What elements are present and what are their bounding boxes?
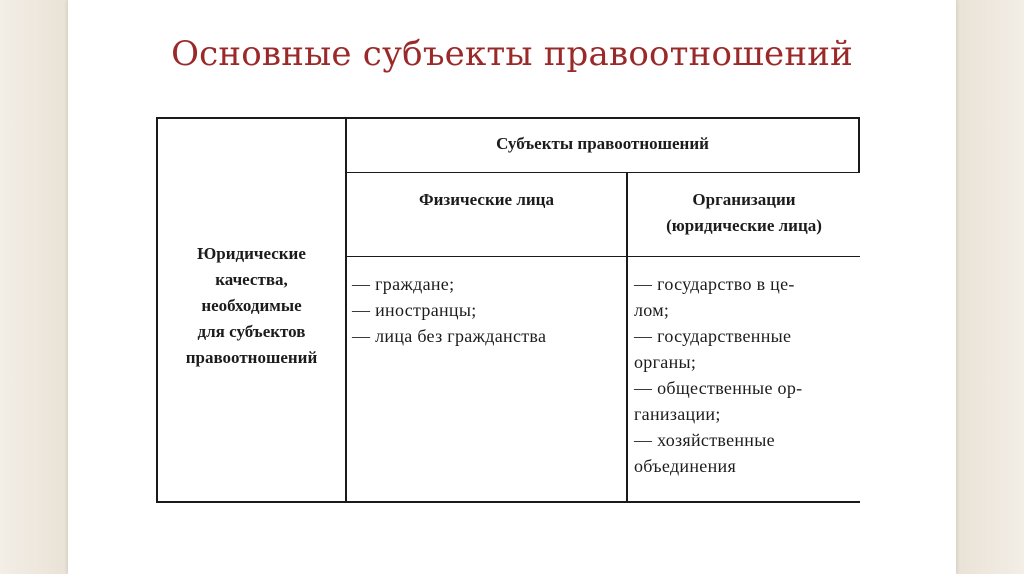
list-item: — общественные ор- [634, 378, 803, 398]
list-item: ганизации; [634, 404, 721, 424]
table-top-border [156, 117, 860, 119]
list-item: — государство в це- [634, 274, 795, 294]
table-divider-subheader [345, 256, 860, 257]
list-item: — хозяйственные [634, 430, 775, 450]
subjects-table [156, 117, 860, 503]
background-left [0, 0, 68, 574]
col-header-line: Организации [692, 190, 796, 209]
list-item: — лица без гражданства [352, 326, 547, 346]
col-header-organizations [628, 187, 860, 239]
row-header-line: качества, [215, 270, 288, 289]
list-item: объединения [634, 456, 737, 476]
slide-title: Основные субъекты правоотношений [171, 34, 853, 74]
row-header-line: Юридические [197, 244, 306, 263]
list-item: органы; [634, 352, 697, 372]
individuals-list [352, 271, 546, 349]
list-item: — государственные [634, 326, 792, 346]
list-item: — граждане; [352, 274, 455, 294]
top-header: Субъекты правоотношений [496, 134, 709, 153]
table-bottom-border [156, 501, 860, 503]
table-divider-header [345, 172, 860, 173]
row-header-line: необходимые [201, 296, 302, 315]
row-header-line: правоотношений [185, 348, 318, 367]
table-right-border [858, 117, 860, 173]
list-item: лом; [634, 300, 670, 320]
col-header-line: (юридические лица) [666, 216, 822, 235]
row-header-line: для субъектов [197, 322, 306, 341]
row-header [158, 241, 345, 371]
col-header-individuals: Физические лица [419, 190, 554, 209]
organizations-list [634, 271, 802, 479]
background-right [956, 0, 1024, 574]
list-item: — иностранцы; [352, 300, 477, 320]
table-divider-rowheader [345, 117, 347, 503]
